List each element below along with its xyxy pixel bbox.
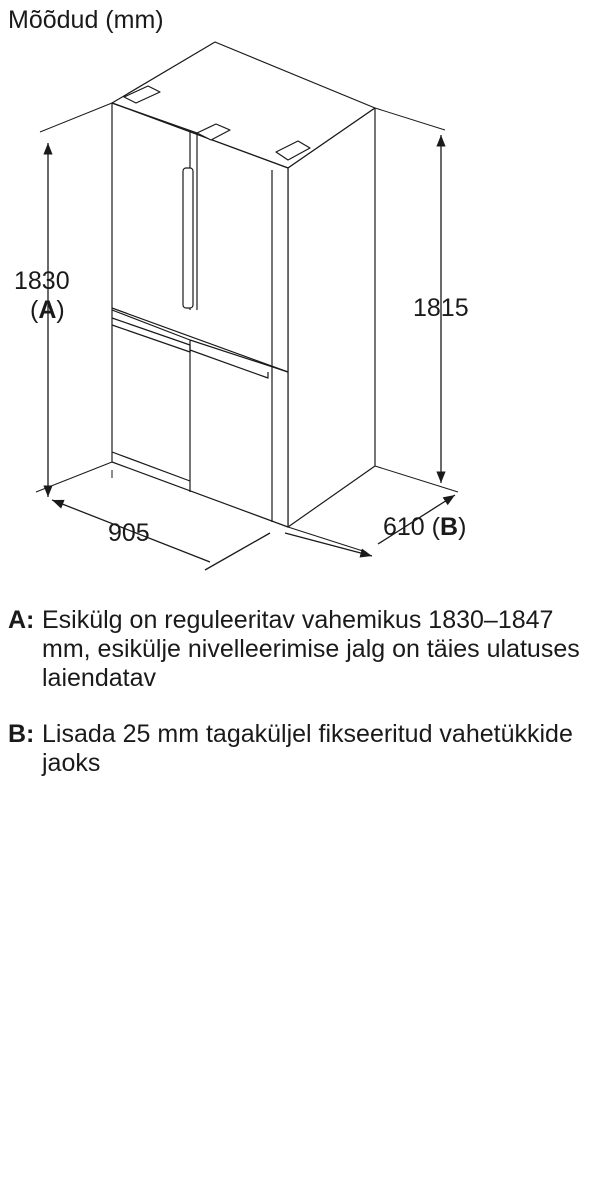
height-back-label <box>413 293 469 323</box>
height-front-ref: (A) <box>30 296 65 324</box>
depth-label: 610 (B) <box>383 513 467 541</box>
page-title: Mõõdud (mm) <box>8 6 164 34</box>
note-b-key: B: <box>8 720 35 748</box>
note-b-text: Lisada 25 mm tagaküljel fikseeritud vahetükkide jaoks <box>42 720 573 777</box>
note-b <box>8 720 588 778</box>
height-front-label <box>14 266 70 296</box>
note-a-key: A: <box>8 606 35 634</box>
width-label <box>108 518 150 548</box>
height-front-ref-letter: A <box>38 296 57 324</box>
depth-value: 610 <box>383 513 425 541</box>
depth-ref-letter: B <box>440 513 459 541</box>
width-arrow-end <box>205 533 270 570</box>
height-front-value: 1830 <box>14 267 70 295</box>
fridge-body <box>112 42 375 527</box>
width-value: 905 <box>108 519 150 547</box>
depth-arrow-start <box>285 533 372 556</box>
height-back-value: 1815 <box>413 294 469 322</box>
note-a <box>8 606 588 693</box>
note-a-text: Esikülg on reguleeritav vahemikus 1830–1847 mm, esikülje nivelleerimise jalg on täies ulatuses laiendatav <box>42 606 580 692</box>
